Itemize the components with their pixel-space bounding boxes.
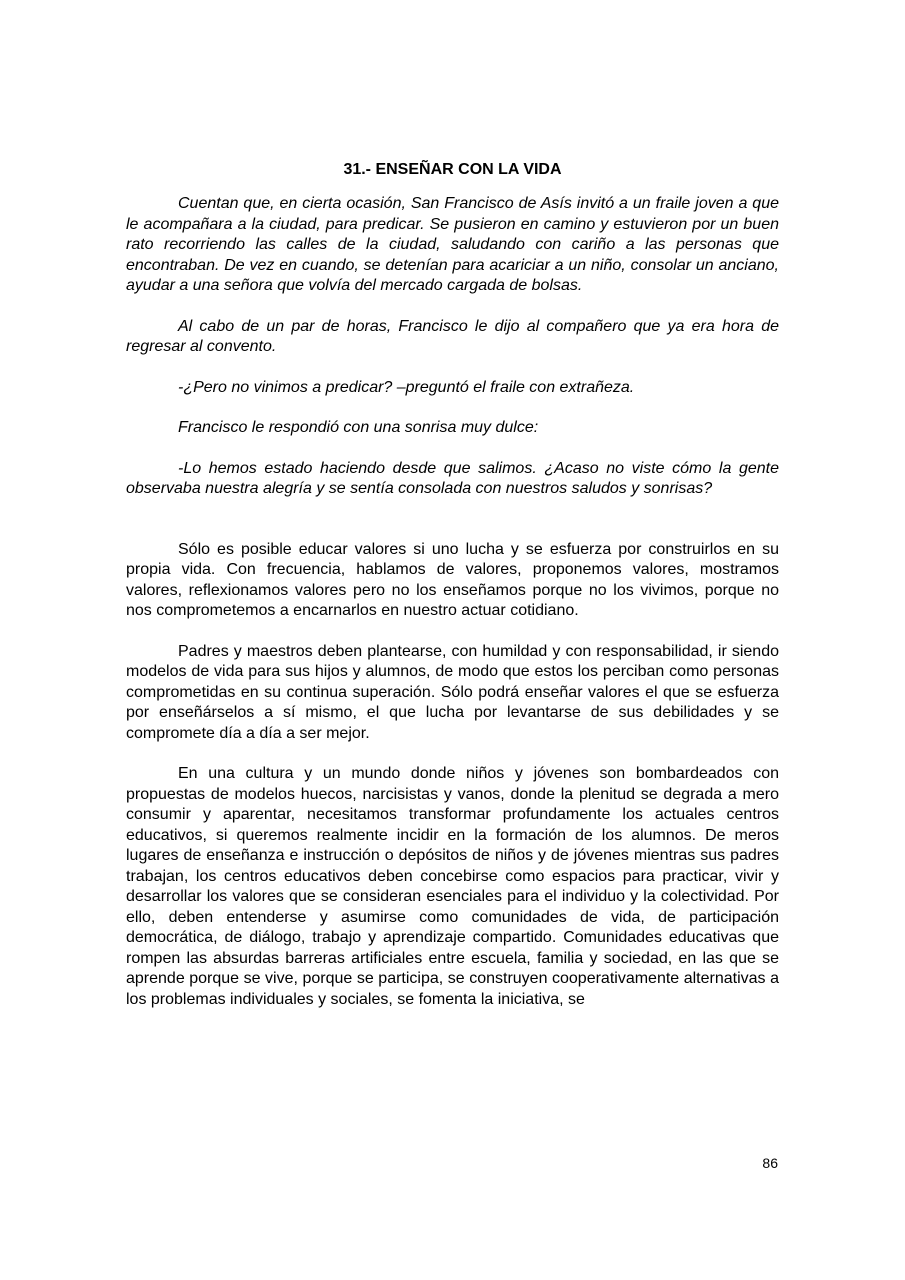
story-paragraph-2: Al cabo de un par de horas, Francisco le dijo al compañero que ya era hora de regresar al convento. — [126, 317, 779, 355]
body-paragraph-3: En una cultura y un mundo donde niños y jóvenes son bombardeados con propuestas de modelos huecos, narcisistas y vanos, donde la plenitud se degrada a mero consumir y aparentar, necesitamos transformar profundamente los actuales centros educativos, si queremos realmente incidir en la formación de los alumnos. De meros lugares de enseñanza e instrucción o depósitos de niños y de jóvenes mientras sus padres trabajan, los centros educativos deben concebirse como espacios para practicar, vivir y desarrollar los valores que se consideran esenciales para el individuo y la colectividad. Por ello, deben entenderse y asumirse como comunidades de vida, de participación democrática, de diálogo, trabajo y aprendizaje compartido. Comunidades educativas que rompen las absurdas barreras artificiales entre escuela, familia y sociedad, en las que se aprende porque se vive, porque se participa, se construyen cooperativamente alternativas a los problemas individuales y sociales, se fomenta la iniciativa, se — [126, 765, 779, 1008]
page-number: 86 — [762, 1155, 778, 1171]
body-paragraph-2: Padres y maestros deben plantearse, con humildad y con responsabilidad, ir siendo modelos de vida para sus hijos y alumnos, de modo que estos los perciban como personas comprometidas en su continua superación. Sólo podrá enseñar valores el que se esfuerza por enseñárselos a sí mismo, el que lucha por levantarse de sus debilidades y se compromete día a día a ser mejor. — [126, 642, 779, 742]
story-paragraph-4: Francisco le respondió con una sonrisa muy dulce: — [178, 419, 539, 436]
section-gap — [126, 520, 779, 540]
story-paragraph-1: Cuentan que, en cierta ocasión, San Francisco de Asís invitó a un fraile joven a que le acompañara a la ciudad, para predicar. Se pusieron en camino y estuvieron por un buen rato recorriendo las calles de la ciudad, saludando con cariño a las personas que encontraban. De vez en cuando, se detenían para acariciar a un niño, consolar un anciano, ayudar a una señora que volvía del mercado cargada de bolsas. — [126, 195, 779, 294]
story-paragraph-5: -Lo hemos estado haciendo desde que salimos. ¿Acaso no viste cómo la gente observaba nuestra alegría y se sentía consolada con nuestros saludos y sonrisas? — [126, 459, 779, 497]
story-paragraph-3: -¿Pero no vinimos a predicar? –preguntó el fraile con extrañeza. — [178, 378, 635, 396]
document-page — [126, 158, 779, 1030]
page-title: 31.- ENSEÑAR CON LA VIDA — [343, 161, 562, 178]
body-paragraph-1: Sólo es posible educar valores si uno lucha y se esfuerza por construirlos en su propia vida. Con frecuencia, hablamos de valores, proponemos valores, mostramos valores, reflexionamos valores pero no los enseñamos porque no los vivimos, porque no nos comprometemos a encarnarlos en nuestro actuar cotidiano. — [126, 540, 779, 619]
